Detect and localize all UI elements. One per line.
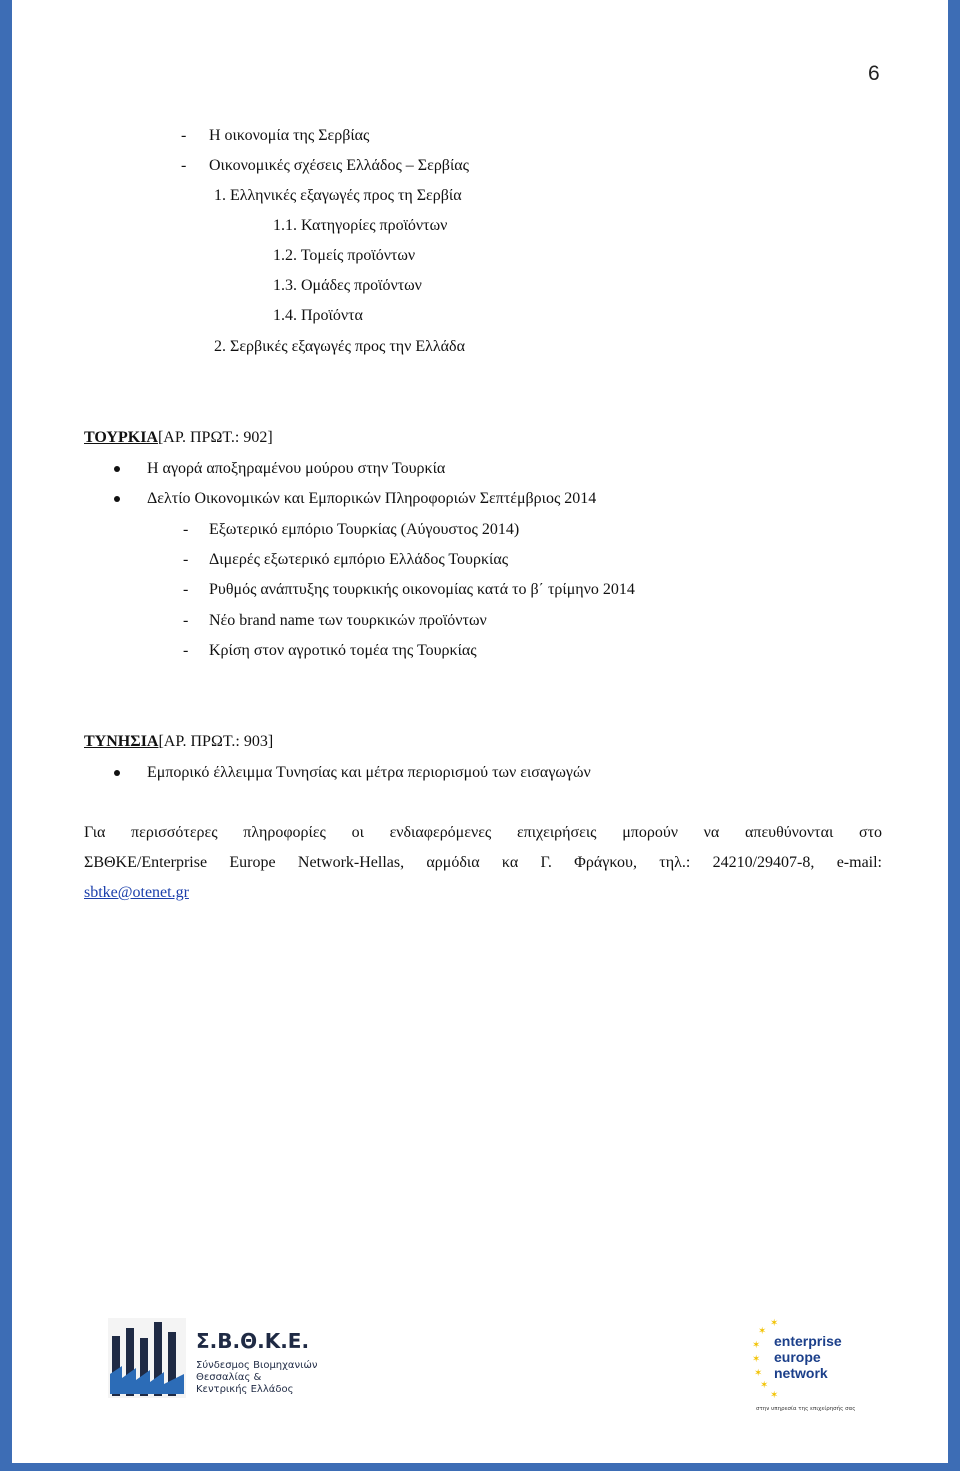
bullet-icon xyxy=(114,466,120,472)
een-word: network xyxy=(774,1365,828,1381)
page-border-bottom xyxy=(0,1463,960,1471)
bullet-item: Η αγορά αποξηραμένου μούρου στην Τουρκία xyxy=(147,460,446,477)
sub-item-text: Εξωτερικό εμπόριο Τουρκίας (Αύγουστος 2014) xyxy=(209,521,520,538)
een-logo xyxy=(752,1318,862,1414)
sub-item-text: Κρίση στον αγροτικό τομέα της Τουρκίας xyxy=(209,642,477,659)
sbtke-line: Θεσσαλίας & xyxy=(196,1372,262,1383)
sub-item-text: Ρυθμός ανάπτυξης τουρκικής οικονομίας κατά το β΄ τρίμηνο 2014 xyxy=(209,581,635,598)
page-border-right xyxy=(948,0,960,1471)
contact-line: Για περισσότερες πληροφορίες οι ενδιαφερόμενες επιχειρήσεις μπορούν να απευθύνονται στο xyxy=(84,824,882,841)
een-word: enterprise xyxy=(774,1333,842,1349)
sub-item xyxy=(183,641,477,661)
list-item: 1. Ελληνικές εξαγωγές προς τη Σερβία xyxy=(214,187,462,204)
list-dash: - xyxy=(183,551,189,568)
een-tagline: στην υπηρεσία της επιχείρησής σας xyxy=(756,1406,856,1412)
list-item: 1.3. Ομάδες προϊόντων xyxy=(273,277,422,294)
tunisia-heading xyxy=(84,732,273,752)
bullet-icon xyxy=(114,496,120,502)
sub-item xyxy=(183,550,509,570)
svg-text:✶: ✶ xyxy=(752,1354,761,1365)
sbtke-title: Σ.Β.Θ.Κ.Ε. xyxy=(196,1329,310,1353)
page-number: 6 xyxy=(868,62,880,85)
list-item: 1.2. Τομείς προϊόντων xyxy=(273,247,416,264)
bullet-item: Δελτίο Οικονομικών και Εμπορικών Πληροφοριών Σεπτέμβριος 2014 xyxy=(147,490,597,507)
svg-text:✶: ✶ xyxy=(758,1326,767,1337)
list-dash: - xyxy=(183,521,189,538)
sub-item xyxy=(183,611,487,631)
list-dash: - xyxy=(183,642,189,659)
factory-icon xyxy=(108,1318,186,1398)
list-item-text: Οικονομικές σχέσεις Ελλάδος – Σερβίας xyxy=(209,157,469,174)
protocol-ref: [ΑΡ. ΠΡΩΤ.: 902] xyxy=(157,429,273,446)
list-dash: - xyxy=(183,581,189,598)
list-item xyxy=(181,126,370,146)
list-dash: - xyxy=(181,157,187,174)
bullet-item: Εμπορικό έλλειμμα Τυνησίας και μέτρα περιορισμού των εισαγωγών xyxy=(147,764,591,781)
turkey-heading xyxy=(84,428,273,448)
list-dash: - xyxy=(183,612,189,629)
sub-item-text: Διμερές εξωτερικό εμπόριο Ελλάδος Τουρκίας xyxy=(209,551,509,568)
svg-text:✶: ✶ xyxy=(770,1318,779,1329)
sub-item-text: Νέο brand name των τουρκικών προϊόντων xyxy=(209,612,487,629)
svg-text:✶: ✶ xyxy=(760,1380,769,1391)
sbtke-line: Κεντρικής Ελλάδος xyxy=(196,1384,294,1395)
bullet-icon xyxy=(114,770,120,776)
sbtke-line: Σύνδεσμος Βιομηχανιών xyxy=(196,1360,318,1371)
country-name: ΤΟΥΡΚΙΑ xyxy=(84,429,158,446)
protocol-ref: [ΑΡ. ΠΡΩΤ.: 903] xyxy=(158,733,274,750)
list-dash: - xyxy=(181,127,187,144)
email-link[interactable]: sbtke@otenet.gr xyxy=(84,884,189,901)
sub-item xyxy=(183,580,635,600)
svg-text:✶: ✶ xyxy=(752,1340,761,1351)
list-item: 1.1. Κατηγορίες προϊόντων xyxy=(273,217,448,234)
country-name: ΤΥΝΗΣΙΑ xyxy=(84,733,159,750)
contact-paragraph xyxy=(84,818,882,908)
svg-text:✶: ✶ xyxy=(770,1390,779,1401)
contact-line: ΣΒΘΚΕ/Enterprise Europe Network-Hellas, αρμόδια κα Γ. Φράγκου, τηλ.: 24210/29407-8, e-mail: xyxy=(84,854,882,871)
list-item xyxy=(181,156,469,176)
list-item: 1.4. Προϊόντα xyxy=(273,307,363,324)
svg-text:✶: ✶ xyxy=(754,1368,763,1379)
list-item-text: Η οικονομία της Σερβίας xyxy=(209,127,370,144)
sub-item xyxy=(183,520,520,540)
een-word: europe xyxy=(774,1349,821,1365)
sbtke-logo xyxy=(108,1316,318,1400)
page-border-left xyxy=(0,0,12,1471)
list-item: 2. Σερβικές εξαγωγές προς την Ελλάδα xyxy=(214,338,465,355)
